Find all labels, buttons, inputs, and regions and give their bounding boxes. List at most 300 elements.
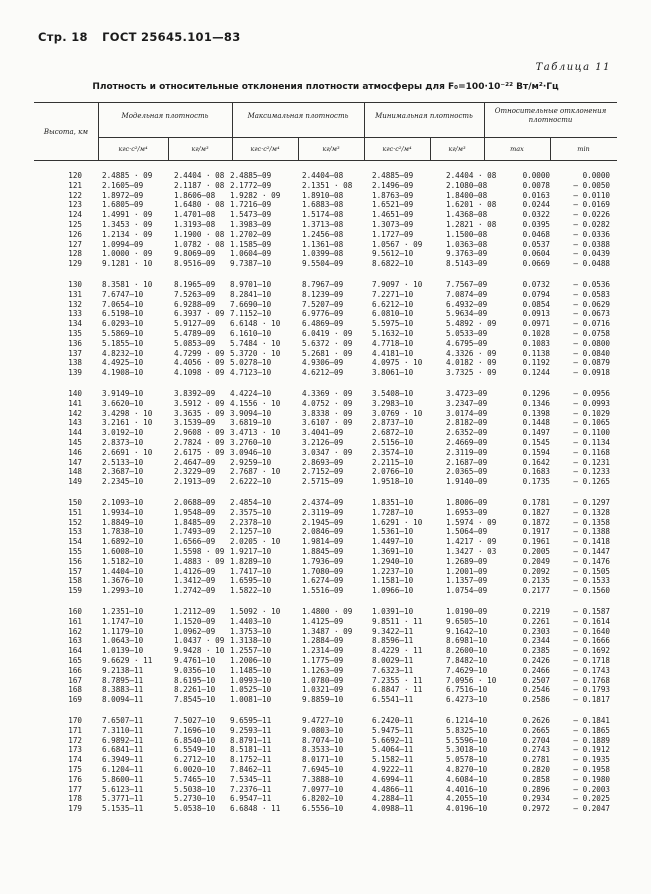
min-kgs-cell: 1.5361—10	[372, 527, 414, 537]
height-cell: 137	[68, 348, 82, 358]
table-row	[34, 804, 617, 814]
table-row	[34, 171, 617, 181]
model-kg-cell: 2.3229—09	[174, 467, 216, 477]
model-kg-cell: 2.0688—09	[174, 498, 216, 507]
model-kgs-cell: 5.3771—11	[102, 794, 144, 804]
max-kg-cell: 1.8910—08	[302, 190, 344, 200]
table-title: Плотность и относительные отклонения плотности атмосферы для F₀=100·10⁻²² Вт/м²·Гц	[92, 82, 559, 92]
model-kgs-cell: 8.0094—11	[102, 695, 144, 705]
rel-min-cell: — 0.1912	[573, 745, 610, 755]
rel-max-cell: 0.1083	[522, 338, 550, 348]
height-cell: 147	[68, 457, 82, 467]
height-cell: 164	[68, 646, 82, 656]
min-kg-cell: 1.0754—09	[446, 586, 488, 596]
height-cell: 159	[68, 586, 82, 596]
model-kg-cell: 2.6175 · 09	[174, 447, 225, 457]
rel-max-cell: 0.2385	[522, 646, 550, 656]
height-cell: 125	[68, 220, 82, 229]
height-cell: 126	[68, 229, 82, 239]
max-kgs-cell: 6.1610—10	[230, 329, 272, 338]
table-row	[34, 409, 617, 419]
max-kg-cell: 1.2456—08	[302, 229, 344, 239]
min-kgs-cell: 2.4885—09	[372, 171, 414, 180]
rel-max-cell: 0.2303	[522, 626, 550, 636]
model-kg-cell: 4.4056 · 09	[174, 358, 225, 368]
rel-min-cell: — 0.1980	[573, 774, 610, 784]
min-kgs-cell: 7.9097 · 10	[372, 280, 423, 289]
rel-min-cell: — 0.1297	[573, 498, 610, 507]
model-kgs-cell: 1.2134 · 09	[102, 229, 153, 239]
table-row	[34, 477, 617, 487]
model-kg-cell: 9.8069—09	[174, 249, 216, 259]
max-kgs-cell: 1.2006—10	[230, 656, 272, 665]
model-kg-cell: 5.0853—09	[174, 338, 216, 348]
table-row	[34, 438, 617, 448]
height-cell: 179	[68, 804, 82, 814]
unit-kgs: кгс·с²/м⁴	[382, 145, 412, 153]
max-kg-cell: 4.0752 · 09	[302, 398, 353, 408]
max-kg-cell: 2.1351 · 08	[302, 180, 353, 190]
height-cell: 144	[68, 428, 82, 438]
max-kgs-cell: 1.3753—10	[230, 626, 272, 636]
max-kgs-cell: 1.3983—09	[230, 220, 272, 229]
min-kg-cell: 4.2055—10	[446, 794, 488, 804]
model-kgs-cell: 8.3883—11	[102, 685, 144, 695]
min-kg-cell: 2.4404 · 08	[446, 171, 497, 180]
table-row	[34, 666, 617, 676]
rel-max-cell: 0.2896	[522, 784, 550, 794]
model-kgs-cell: 3.4298 · 10	[102, 408, 153, 418]
model-kgs-cell: 1.3453 · 09	[102, 220, 153, 229]
max-kgs-cell: 1.0993—10	[230, 675, 272, 685]
max-kgs-cell: 3.4713 · 10	[230, 428, 281, 438]
min-kg-cell: 4.3326 · 09	[446, 348, 497, 358]
max-kgs-cell: 2.2378—10	[230, 517, 272, 527]
max-kg-cell: 1.6274—09	[302, 576, 344, 586]
min-kg-cell: 3.2347—09	[446, 398, 488, 408]
min-kgs-cell: 4.6994—11	[372, 774, 414, 784]
height-cell: 135	[68, 329, 82, 338]
model-kgs-cell: 1.5182—10	[102, 556, 144, 566]
model-kg-cell: 2.9608 · 09	[174, 428, 225, 438]
rel-min-cell: — 0.1614	[573, 616, 610, 626]
max-kg-cell: 1.3487 · 09	[302, 626, 353, 636]
max-kgs-cell: 2.3575—10	[230, 507, 272, 517]
rel-min-cell: — 0.1587	[573, 607, 610, 616]
unit-kgs: кгс·с²/м⁴	[118, 145, 148, 153]
max-kgs-cell: 7.5345—11	[230, 774, 272, 784]
model-kgs-cell: 9.2138—11	[102, 665, 144, 675]
model-kgs-cell: 3.9149—10	[102, 389, 144, 398]
min-kgs-cell: 1.3691—10	[372, 547, 414, 556]
max-kg-cell: 4.6212—09	[302, 368, 344, 378]
model-kg-cell: 1.1520—09	[174, 616, 216, 626]
model-kgs-cell: 3.6620—10	[102, 398, 144, 408]
min-kgs-cell: 2.2115—10	[372, 457, 414, 467]
rel-max-cell: 0.1497	[522, 428, 550, 438]
rel-min-cell: — 0.0993	[573, 398, 610, 408]
rel-min-cell: — 0.1935	[573, 755, 610, 765]
min-kgs-cell: 1.8763—09	[372, 190, 414, 200]
max-kg-cell: 1.1263—09	[302, 665, 344, 675]
model-kgs-cell: 1.3676—10	[102, 576, 144, 586]
max-kgs-cell: 1.1585—09	[230, 239, 272, 249]
height-cell: 142	[68, 408, 82, 418]
rel-min-cell: — 0.1388	[573, 527, 610, 537]
model-kg-cell: 2.4647—09	[174, 457, 216, 467]
max-kgs-cell: 3.0946—10	[230, 447, 272, 457]
max-kg-cell: 1.6883—08	[302, 200, 344, 210]
standard-code: ГОСТ 25645.101—83	[102, 30, 241, 44]
rel-max-cell: 0.0244	[522, 200, 550, 210]
height-cell: 129	[68, 259, 82, 269]
model-kgs-cell: 4.8232—10	[102, 348, 144, 358]
table-row	[34, 498, 617, 508]
model-kgs-cell: 4.4925—10	[102, 358, 144, 368]
max-kgs-cell: 2.1772—09	[230, 180, 272, 190]
rel-min-cell: — 0.1560	[573, 586, 610, 596]
min-kg-cell: 5.0578—10	[446, 755, 488, 765]
unit-kg: кг/м³	[322, 145, 340, 153]
table-row	[34, 467, 617, 477]
rel-min-cell: — 0.0488	[573, 259, 610, 269]
min-kg-cell: 3.7325 · 09	[446, 368, 497, 378]
rel-min-cell: — 0.1793	[573, 685, 610, 695]
max-kgs-cell: 2.9259—10	[230, 457, 272, 467]
height-cell: 170	[68, 716, 82, 725]
table-row	[34, 200, 617, 210]
height-cell: 127	[68, 239, 82, 249]
rel-max-cell: 0.0971	[522, 319, 550, 329]
model-kg-cell: 9.0356—10	[174, 665, 216, 675]
min-kgs-cell: 2.5156—10	[372, 438, 414, 447]
table-row	[34, 695, 617, 705]
max-kgs-cell: 1.5473—09	[230, 210, 272, 220]
min-kgs-cell: 1.4497—10	[372, 537, 414, 547]
rel-min-cell: — 0.0336	[573, 229, 610, 239]
rel-max-cell: 0.1781	[522, 498, 550, 507]
max-kg-cell: 2.8693—09	[302, 457, 344, 467]
min-kgs-cell: 1.1727—09	[372, 229, 414, 239]
min-kg-cell: 5.8325—10	[446, 725, 488, 735]
min-kgs-cell: 1.4651—09	[372, 210, 414, 220]
min-kgs-cell: 1.9518—10	[372, 477, 414, 487]
rel-max-cell: 0.1192	[522, 358, 550, 368]
height-cell: 146	[68, 447, 82, 457]
max-kg-cell: 2.4374—09	[302, 498, 344, 507]
min-kg-cell: 1.1357—09	[446, 576, 488, 586]
min-kg-cell: 5.9634—09	[446, 309, 488, 319]
max-kg-cell: 2.5715—09	[302, 477, 344, 487]
min-kgs-cell: 4.9222—11	[372, 765, 414, 774]
model-kg-cell: 6.9288—09	[174, 299, 216, 309]
max-kg-cell: 1.5516—09	[302, 586, 344, 596]
model-kg-cell: 2.7824 · 09	[174, 438, 225, 447]
model-kg-cell: 3.1539—09	[174, 418, 216, 428]
model-kgs-cell: 5.6123—11	[102, 784, 144, 794]
rel-min-cell: — 0.1065	[573, 418, 610, 428]
max-kg-cell: 1.0321—09	[302, 685, 344, 695]
min-kgs-cell: 1.7287—10	[372, 507, 414, 517]
height-cell: 153	[68, 527, 82, 537]
height-cell: 167	[68, 675, 82, 685]
height-cell: 173	[68, 745, 82, 755]
rel-max-header: max	[510, 145, 524, 153]
rel-min-cell: — 0.2025	[573, 794, 610, 804]
col-max-header: Максимальная плотность	[247, 112, 349, 120]
height-cell: 162	[68, 626, 82, 636]
rel-max-cell: 0.1594	[522, 447, 550, 457]
max-kg-cell: 4.9306—09	[302, 358, 344, 368]
model-kgs-cell: 1.6008—10	[102, 547, 144, 556]
max-kgs-cell: 1.9282 · 09	[230, 190, 281, 200]
rel-min-cell: — 0.0110	[573, 190, 610, 200]
height-cell: 136	[68, 338, 82, 348]
rel-min-cell: — 0.1265	[573, 477, 610, 487]
min-kg-cell: 2.6352—09	[446, 428, 488, 438]
min-kg-cell: 7.8482—10	[446, 656, 488, 665]
col-min-header: Минимальная плотность	[375, 112, 473, 120]
model-kgs-cell: 2.4885 · 09	[102, 171, 153, 180]
min-kg-cell: 2.4669—09	[446, 438, 488, 447]
rel-min-cell: — 0.1692	[573, 646, 610, 656]
rel-max-cell: 0.0468	[522, 229, 550, 239]
model-kg-cell: 1.0437 · 09	[174, 636, 225, 646]
table-row	[34, 249, 617, 259]
height-cell: 131	[68, 289, 82, 299]
rel-max-cell: 0.2261	[522, 616, 550, 626]
height-cell: 161	[68, 616, 82, 626]
min-kg-cell: 2.1687—09	[446, 457, 488, 467]
rel-max-cell: 0.0669	[522, 259, 550, 269]
max-kg-cell: 7.5207—09	[302, 299, 344, 309]
table-row	[34, 607, 617, 617]
model-kgs-cell: 5.1855—10	[102, 338, 144, 348]
rel-min-cell: — 0.1231	[573, 457, 610, 467]
min-kg-cell: 1.2821 · 08	[446, 220, 497, 229]
rel-max-cell: 0.2092	[522, 566, 550, 576]
page-number: Стр. 18	[38, 30, 88, 44]
rel-max-cell: 0.1917	[522, 527, 550, 537]
model-kg-cell: 9.4761—10	[174, 656, 216, 665]
table-row	[34, 646, 617, 656]
min-kgs-cell: 8.4229 · 11	[372, 646, 423, 656]
min-kg-cell: 6.7516—10	[446, 685, 488, 695]
min-kgs-cell: 4.2884—11	[372, 794, 414, 804]
model-kg-cell: 8.9516—09	[174, 259, 216, 269]
min-kgs-cell: 1.2237—10	[372, 566, 414, 576]
max-kgs-cell: 8.1752—11	[230, 755, 272, 765]
model-kgs-cell: 1.2351—10	[102, 607, 144, 616]
page-header	[38, 30, 251, 44]
min-kg-cell: 7.4629—10	[446, 665, 488, 675]
min-kg-cell: 8.2600—10	[446, 646, 488, 656]
min-kgs-cell: 1.8351—10	[372, 498, 414, 507]
rel-max-cell: 0.2219	[522, 607, 550, 616]
model-kgs-cell: 2.3687—10	[102, 467, 144, 477]
model-kg-cell: 6.5549—10	[174, 745, 216, 755]
height-cell: 178	[68, 794, 82, 804]
table-row	[34, 259, 617, 269]
table-row	[34, 349, 617, 359]
max-kgs-cell: 8.2841—10	[230, 289, 272, 299]
max-kgs-cell: 1.7216—09	[230, 200, 272, 210]
height-cell: 169	[68, 695, 82, 705]
max-kgs-cell: 2.0205 · 10	[230, 537, 281, 547]
max-kgs-cell: 1.0081—10	[230, 695, 272, 705]
model-kg-cell: 1.1900 · 08	[174, 229, 225, 239]
model-kgs-cell: 7.0654—10	[102, 299, 144, 309]
table-row	[34, 547, 617, 557]
min-kg-cell: 1.1500—08	[446, 229, 488, 239]
rel-min-cell: — 0.0716	[573, 319, 610, 329]
rel-max-cell: 0.2344	[522, 636, 550, 646]
rel-max-cell: 0.1028	[522, 329, 550, 338]
max-kg-cell: 1.1775—09	[302, 656, 344, 665]
max-kg-cell: 7.0977—10	[302, 784, 344, 794]
min-kg-cell: 1.5974 · 09	[446, 517, 497, 527]
table-row	[34, 329, 617, 339]
height-cell: 148	[68, 467, 82, 477]
min-kgs-cell: 7.2355 · 11	[372, 675, 423, 685]
rel-min-cell: 0.0000	[582, 171, 610, 180]
model-kg-cell: 1.7493—09	[174, 527, 216, 537]
height-cell: 149	[68, 477, 82, 487]
rel-max-cell: 0.2507	[522, 675, 550, 685]
rel-min-cell: — 0.1718	[573, 656, 610, 665]
min-kgs-cell: 3.5408—10	[372, 389, 414, 398]
min-kg-cell: 1.5064—09	[446, 527, 488, 537]
table-row	[34, 755, 617, 765]
rel-min-cell: — 0.1865	[573, 725, 610, 735]
model-kg-cell: 4.1098 · 09	[174, 368, 225, 378]
max-kgs-cell: 4.7123—10	[230, 368, 272, 378]
model-kgs-cell: 7.6507—11	[102, 716, 144, 725]
height-cell: 138	[68, 358, 82, 368]
model-kg-cell: 1.5598 · 09	[174, 547, 225, 556]
min-kgs-cell: 5.5975—10	[372, 319, 414, 329]
model-kg-cell: 6.8540—10	[174, 735, 216, 745]
min-kg-cell: 9.6505—10	[446, 616, 488, 626]
rel-max-cell: 0.2820	[522, 765, 550, 774]
rel-max-cell: 0.0732	[522, 280, 550, 289]
model-kg-cell: 1.3193—08	[174, 220, 216, 229]
height-cell: 120	[68, 171, 82, 180]
min-kgs-cell: 1.0567 · 09	[372, 239, 423, 249]
max-kgs-cell: 1.6595—10	[230, 576, 272, 586]
rel-max-cell: 0.0854	[522, 299, 550, 309]
model-kg-cell: 1.0962—09	[174, 626, 216, 636]
min-kgs-cell: 7.2271—10	[372, 289, 414, 299]
min-kg-cell: 1.2001—09	[446, 566, 488, 576]
model-kgs-cell: 9.6629 · 11	[102, 656, 153, 665]
height-cell: 155	[68, 547, 82, 556]
min-kgs-cell: 8.0029—11	[372, 656, 414, 665]
max-kgs-cell: 2.4854—10	[230, 498, 272, 507]
rel-min-cell: — 0.1505	[573, 566, 610, 576]
table-row	[34, 794, 617, 804]
model-kg-cell: 1.0782 · 08	[174, 239, 225, 249]
min-kgs-cell: 6.0810—10	[372, 309, 414, 319]
col-height-header: Высота, км	[43, 128, 89, 136]
table-row	[34, 319, 617, 329]
max-kgs-cell: 5.0278—10	[230, 358, 272, 368]
rel-max-cell: 0.0322	[522, 210, 550, 220]
min-kgs-cell: 4.0988—11	[372, 804, 414, 814]
max-kg-cell: 2.1945—09	[302, 517, 344, 527]
model-kg-cell: 5.4789—09	[174, 329, 216, 338]
max-kg-cell: 6.9776—09	[302, 309, 344, 319]
table-row	[34, 726, 617, 736]
max-kg-cell: 9.8859—10	[302, 695, 344, 705]
rel-min-cell: — 0.1958	[573, 765, 610, 774]
rel-max-cell: 0.1827	[522, 507, 550, 517]
max-kgs-cell: 3.2760—10	[230, 438, 272, 447]
table-row	[34, 736, 617, 746]
max-kgs-cell: 1.5092 · 10	[230, 607, 281, 616]
rel-min-cell: — 0.0956	[573, 389, 610, 398]
rel-min-cell: — 0.0169	[573, 200, 610, 210]
model-kg-cell: 7.1696—10	[174, 725, 216, 735]
unit-kg: кг/м³	[448, 145, 466, 153]
min-kg-cell: 4.0182 · 09	[446, 358, 497, 368]
rel-min-cell: — 0.1358	[573, 517, 610, 527]
max-kg-cell: 9.5504—09	[302, 259, 344, 269]
min-kgs-cell: 1.1581—10	[372, 576, 414, 586]
height-cell: 165	[68, 656, 82, 665]
max-kg-cell: 1.9814—09	[302, 537, 344, 547]
model-kg-cell: 1.3412—09	[174, 576, 216, 586]
min-kgs-cell: 6.8847 · 11	[372, 685, 423, 695]
model-kg-cell: 3.3635 · 09	[174, 408, 225, 418]
max-kgs-cell: 1.0604—09	[230, 249, 272, 259]
height-cell: 175	[68, 765, 82, 774]
max-kgs-cell: 5.7484 · 10	[230, 338, 281, 348]
max-kgs-cell: 1.4403—10	[230, 616, 272, 626]
min-kg-cell: 6.4273—10	[446, 695, 488, 705]
rel-min-cell: — 0.0918	[573, 368, 610, 378]
model-kgs-cell: 3.0192—10	[102, 428, 144, 438]
rel-max-cell: 0.0000	[522, 171, 550, 180]
rel-min-cell: — 0.1476	[573, 556, 610, 566]
min-kg-cell: 5.0533—09	[446, 329, 488, 338]
height-cell: 160	[68, 607, 82, 616]
rel-max-cell: 0.2665	[522, 725, 550, 735]
model-kgs-cell: 8.3581 · 10	[102, 280, 153, 289]
model-kg-cell: 1.8606—08	[174, 190, 216, 200]
max-kgs-cell: 3.6819—10	[230, 418, 272, 428]
min-kg-cell: 1.4217 · 09	[446, 537, 497, 547]
model-kg-cell: 5.0538—10	[174, 804, 216, 814]
model-kgs-cell: 6.9892—11	[102, 735, 144, 745]
max-kgs-cell: 9.7387—10	[230, 259, 272, 269]
table-row	[34, 576, 617, 586]
rel-max-cell: 0.2466	[522, 665, 550, 675]
max-kg-cell: 3.0347 · 09	[302, 447, 353, 457]
model-kgs-cell: 7.3110—11	[102, 725, 144, 735]
min-kgs-cell: 4.0975 · 10	[372, 358, 423, 368]
min-kg-cell: 8.5143—09	[446, 259, 488, 269]
model-kgs-cell: 1.7838—10	[102, 527, 144, 537]
table-row	[34, 210, 617, 220]
rel-min-cell: — 0.0536	[573, 280, 610, 289]
max-kg-cell: 9.4727—10	[302, 716, 344, 725]
table-row	[34, 418, 617, 428]
max-kgs-cell: 8.9701—10	[230, 280, 272, 289]
model-kgs-cell: 6.1204—11	[102, 765, 144, 774]
model-kgs-cell: 1.8972—09	[102, 190, 144, 200]
col-model-header: Модельная плотность	[121, 112, 209, 120]
